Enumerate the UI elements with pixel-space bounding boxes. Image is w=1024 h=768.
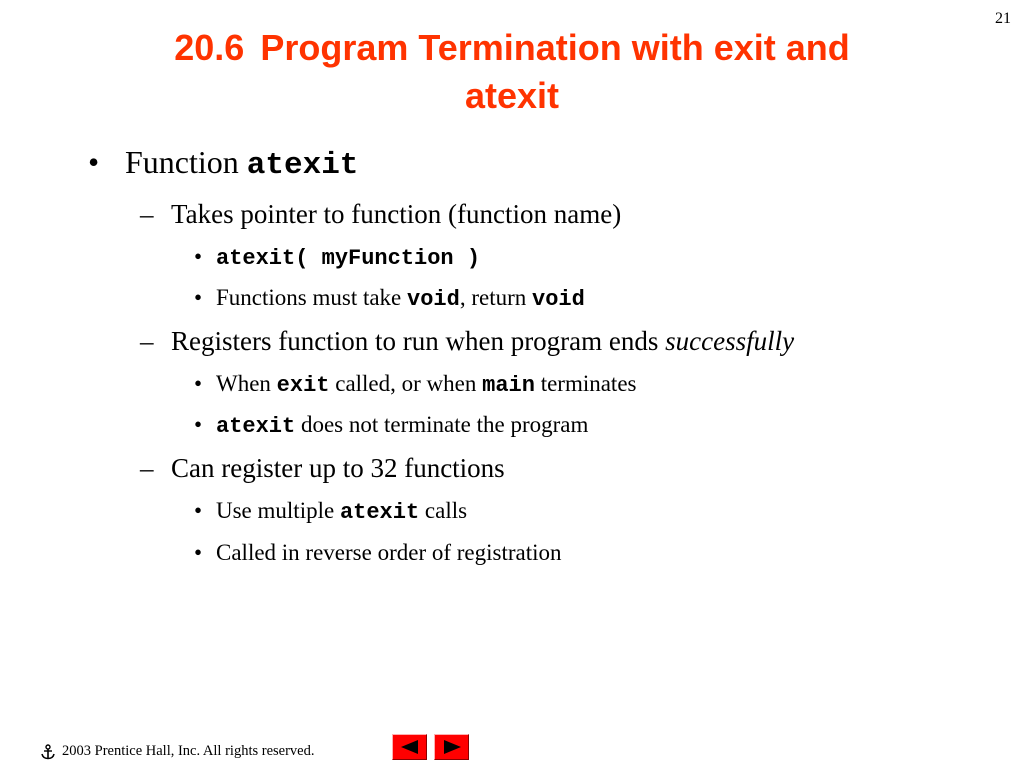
code-text: atexit	[216, 414, 296, 439]
dash-bullet: –	[140, 199, 154, 229]
bullet-text: Functions must take	[216, 285, 408, 310]
dash-bullet: –	[140, 453, 154, 483]
bullet-text: does not terminate the program	[295, 412, 589, 437]
dash-bullet: –	[140, 326, 154, 356]
bullet-text: Use multiple	[216, 498, 340, 523]
bullet-dot: •	[194, 498, 203, 523]
title-line-1: Program Termination with exit and	[260, 27, 850, 68]
bullet-dot: •	[194, 285, 203, 310]
code-text: void	[407, 287, 460, 312]
bullet-dot: •	[194, 244, 203, 269]
code-text: atexit( myFunction )	[216, 246, 481, 271]
next-slide-button[interactable]	[434, 734, 469, 760]
bullet-text: , return	[459, 285, 533, 310]
bullet-text: Called in reverse order of registration	[216, 540, 562, 565]
bullet-dot: •	[194, 371, 203, 396]
bullet-text: Can register up to 32 functions	[171, 453, 505, 483]
triangle-left-icon	[399, 739, 421, 755]
bullet-dot: •	[194, 540, 203, 565]
sub-bullet-register-32	[140, 453, 505, 484]
emphasis-text: successfully	[665, 326, 795, 356]
bullet-text: terminates	[534, 371, 637, 396]
code-text: void	[532, 287, 585, 312]
sub-bullet-registers	[140, 326, 794, 357]
copyright-text: 2003 Prentice Hall, Inc. All rights reserved.	[62, 743, 315, 759]
bullet-text: Registers function to run when program ends	[171, 326, 666, 356]
bullet-text: Takes pointer to function (function name)	[171, 199, 622, 229]
sub-sub-bullet-atexit-call	[194, 244, 480, 271]
code-text: exit	[276, 373, 330, 398]
bullet-function-atexit	[88, 144, 358, 183]
sub-sub-bullet-multiple-calls	[194, 498, 467, 525]
bullet-text: calls	[419, 498, 468, 523]
sub-sub-bullet-void	[194, 285, 585, 312]
sub-sub-bullet-when-exit	[194, 371, 636, 398]
triangle-right-icon	[441, 739, 463, 755]
bullet-text: When	[216, 371, 277, 396]
page-number: 21	[995, 10, 1011, 27]
slide-nav	[392, 734, 469, 760]
previous-slide-button[interactable]	[392, 734, 427, 760]
code-text: atexit	[339, 500, 420, 525]
bullet-dot: •	[194, 412, 203, 437]
sub-sub-bullet-not-terminate	[194, 412, 588, 439]
anchor-icon	[40, 744, 56, 760]
slide-title	[0, 24, 1024, 120]
sub-sub-bullet-reverse-order	[194, 540, 562, 566]
sub-bullet-takes-pointer	[140, 199, 621, 230]
title-line-2: atexit	[464, 75, 560, 116]
section-number: 20.6	[174, 27, 245, 68]
footer-copyright	[40, 743, 314, 760]
bullet-dot: •	[88, 144, 100, 180]
bullet-text: called, or when	[329, 371, 483, 396]
code-text: atexit	[246, 148, 359, 183]
code-text: main	[482, 373, 535, 398]
bullet-text: Function	[125, 144, 247, 180]
